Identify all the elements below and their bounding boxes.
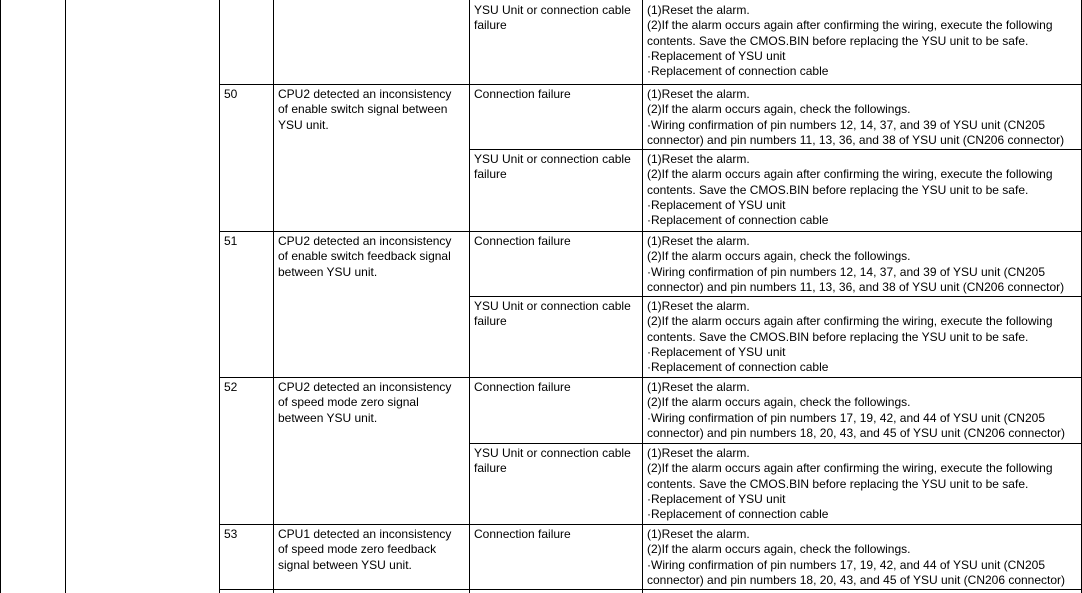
alarm-description-cell-line: of enable switch feedback signal: [278, 249, 451, 264]
row-rule: [219, 589, 1082, 590]
alarm-measures-cell-line: connector) and pin numbers 18, 20, 43, and 45 of YSU unit (CN206 connector): [647, 425, 1066, 440]
alarm-measures-cell-line: (2)If the alarm occurs again, check the followings.: [647, 542, 911, 557]
alarm-cause-cell-line: Connection failure: [474, 87, 571, 101]
alarm-cause-cell: [469, 84, 642, 102]
alarm-measures-cell-line: ·Replacement of connection cable: [647, 360, 829, 375]
alarm-measures-cell-line: contents. Save the CMOS.BIN before replacing the YSU unit to be safe.: [647, 182, 1029, 197]
alarm-description-cell-line: YSU unit.: [278, 117, 329, 132]
alarm-measures-cell-line: (2)If the alarm occurs again after confirming the wiring, execute the following: [647, 167, 1053, 182]
alarm-measures-cell: [642, 149, 1081, 228]
alarm-description-cell-line: CPU1 detected an inconsistency: [278, 527, 452, 541]
alarm-description-cell-line: between YSU unit.: [278, 410, 378, 425]
alarm-measures-cell: [642, 296, 1081, 375]
alarm-number-cell: [219, 149, 273, 152]
alarm-measures-cell-line: contents. Save the CMOS.BIN before replacing the YSU unit to be safe.: [647, 476, 1029, 491]
alarm-measures-cell: [642, 377, 1081, 441]
alarm-measures-cell-line: ·Replacement of YSU unit: [647, 48, 786, 63]
alarm-cause-cell-line: YSU Unit or connection cable: [474, 152, 631, 166]
alarm-measures-cell: [642, 0, 1081, 79]
alarm-description-cell-line: CPU2 detected an inconsistency: [278, 380, 452, 394]
alarm-measures-cell: [642, 231, 1081, 295]
alarm-measures-cell: [642, 443, 1081, 522]
alarm-measures-cell-line: (1)Reset the alarm.: [647, 527, 750, 541]
alarm-measures-cell-line: connector) and pin numbers 18, 20, 43, and 45 of YSU unit (CN206 connector): [647, 572, 1066, 587]
alarm-measures-cell-line: ·Replacement of YSU unit: [647, 197, 786, 212]
alarm-cause-cell: [469, 524, 642, 542]
alarm-description-cell-line: of enable switch signal between: [278, 102, 448, 117]
alarm-description-cell: [273, 0, 469, 3]
alarm-measures-cell-line: contents. Save the CMOS.BIN before replacing the YSU unit to be safe.: [647, 329, 1029, 344]
column-rule: [65, 0, 66, 593]
alarm-description-cell: [273, 231, 469, 280]
alarm-description-cell-line: CPU2 detected an inconsistency: [278, 87, 452, 101]
alarm-cause-cell-line: Connection failure: [474, 234, 571, 248]
alarm-description-cell-line: signal between YSU unit.: [278, 557, 412, 572]
alarm-cause-cell-line: Connection failure: [474, 380, 571, 394]
alarm-measures-cell-line: (2)If the alarm occurs again after confirming the wiring, execute the following: [647, 18, 1053, 33]
alarm-cause-cell-line: YSU Unit or connection cable: [474, 3, 631, 17]
alarm-measures-cell-line: (2)If the alarm occurs again, check the followings.: [647, 102, 911, 117]
alarm-measures-cell-line: (1)Reset the alarm.: [647, 87, 750, 101]
alarm-number-cell: [219, 377, 273, 395]
alarm-number-cell: [219, 0, 273, 3]
alarm-cause-cell-line: failure: [474, 167, 507, 182]
alarm-cause-cell: [469, 296, 642, 330]
alarm-cause-cell: [469, 231, 642, 249]
alarm-cause-cell: [469, 0, 642, 34]
alarm-measures-cell-line: (1)Reset the alarm.: [647, 234, 750, 248]
alarm-description-cell: [273, 84, 469, 133]
alarm-description-cell-line: between YSU unit.: [278, 264, 378, 279]
alarm-number-cell-text: 51: [224, 234, 238, 248]
column-rule: [0, 0, 1, 593]
alarm-measures-cell-line: connector) and pin numbers 11, 13, 36, and 38 of YSU unit (CN206 connector): [647, 279, 1065, 294]
alarm-description-cell: [273, 149, 469, 152]
alarm-number-cell-text: 52: [224, 380, 238, 394]
alarm-cause-cell-line: failure: [474, 461, 507, 476]
alarm-description-cell: [273, 296, 469, 299]
alarm-measures-cell-line: (2)If the alarm occurs again, check the followings.: [647, 395, 911, 410]
alarm-description-cell-line: CPU2 detected an inconsistency: [278, 234, 452, 248]
alarm-description-cell: [273, 377, 469, 426]
alarm-cause-cell-line: failure: [474, 18, 507, 33]
alarm-cause-cell: [469, 377, 642, 395]
alarm-number-cell: [219, 231, 273, 249]
alarm-measures-cell-line: (2)If the alarm occurs again after confirming the wiring, execute the following: [647, 314, 1053, 329]
alarm-measures-cell-line: ·Wiring confirmation of pin numbers 17, 19, 42, and 44 of YSU unit (CN205: [647, 410, 1045, 425]
alarm-cause-cell-line: failure: [474, 314, 507, 329]
alarm-measures-cell-line: ·Wiring confirmation of pin numbers 12, 14, 37, and 39 of YSU unit (CN205: [647, 117, 1045, 132]
alarm-description-cell: [273, 443, 469, 446]
alarm-number-cell: [219, 84, 273, 102]
alarm-measures-cell-line: (1)Reset the alarm.: [647, 380, 750, 394]
alarm-measures-cell-line: ·Replacement of YSU unit: [647, 491, 786, 506]
alarm-cause-cell-line: YSU Unit or connection cable: [474, 299, 631, 313]
alarm-measures-cell-line: ·Replacement of YSU unit: [647, 344, 786, 359]
alarm-measures-cell-line: ·Replacement of connection cable: [647, 507, 829, 522]
alarm-number-cell: [219, 443, 273, 446]
alarm-measures-cell-line: ·Replacement of connection cable: [647, 213, 829, 228]
alarm-measures-cell-line: ·Wiring confirmation of pin numbers 12, 14, 37, and 39 of YSU unit (CN205: [647, 264, 1045, 279]
alarm-description-cell-line: of speed mode zero signal: [278, 395, 419, 410]
alarm-number-cell-text: 50: [224, 87, 238, 101]
alarm-measures-cell: [642, 84, 1081, 148]
alarm-description-cell-line: of speed mode zero feedback: [278, 542, 437, 557]
alarm-cause-cell: [469, 149, 642, 183]
alarm-measures-cell-line: (2)If the alarm occurs again after confirming the wiring, execute the following: [647, 461, 1053, 476]
alarm-description-cell: [273, 524, 469, 573]
alarm-measures-cell-line: (1)Reset the alarm.: [647, 299, 750, 313]
alarm-measures-cell-line: connector) and pin numbers 11, 13, 36, and 38 of YSU unit (CN206 connector): [647, 132, 1065, 147]
alarm-measures-cell-line: ·Wiring confirmation of pin numbers 17, 19, 42, and 44 of YSU unit (CN205: [647, 557, 1045, 572]
alarm-measures-cell-line: contents. Save the CMOS.BIN before replacing the YSU unit to be safe.: [647, 33, 1029, 48]
alarm-measures-cell: [642, 524, 1081, 588]
alarm-cause-cell: [469, 443, 642, 477]
alarm-measures-cell-line: (1)Reset the alarm.: [647, 446, 750, 460]
alarm-measures-cell-line: (1)Reset the alarm.: [647, 152, 750, 166]
alarm-cause-cell-line: YSU Unit or connection cable: [474, 446, 631, 460]
alarm-measures-cell-line: (2)If the alarm occurs again, check the followings.: [647, 249, 911, 264]
alarm-number-cell: [219, 524, 273, 542]
alarm-cause-cell-line: Connection failure: [474, 527, 571, 541]
alarm-number-cell: [219, 296, 273, 299]
alarm-number-cell-text: 53: [224, 527, 238, 541]
alarm-measures-cell-line: (1)Reset the alarm.: [647, 3, 750, 17]
alarm-measures-cell-line: ·Replacement of connection cable: [647, 64, 829, 79]
